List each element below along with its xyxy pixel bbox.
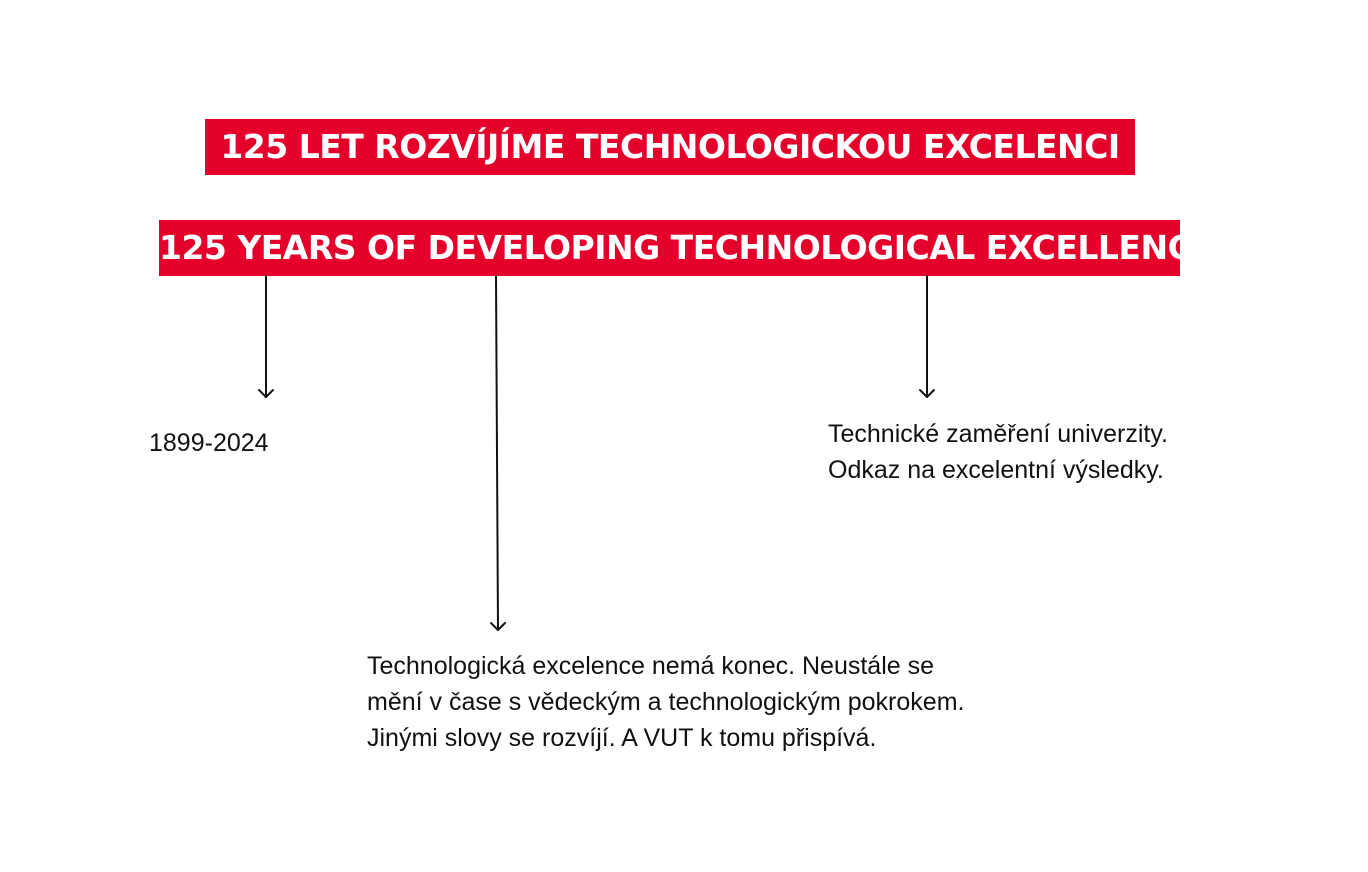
banner-english-title: 125 YEARS OF DEVELOPING TECHNOLOGICAL EXCELLENCE [159,220,1180,276]
note-years: 1899-2024 [149,429,269,457]
note-technical-focus-line-2: Odkaz na excelentní výsledky. [828,456,1164,484]
note-excellence-line-2: mění v čase s vědeckým a technologickým pokrokem. [367,688,965,716]
note-technical-focus-line-1: Technické zaměření univerzity. [828,420,1168,448]
arrow-to-excellence [491,276,505,630]
arrow-to-years [259,276,273,397]
note-excellence-line-1: Technologická excelence nemá konec. Neustále se [367,652,935,680]
note-technological-excellence [367,648,964,756]
arrow-to-focus [920,276,934,397]
note-technical-focus [828,416,1168,488]
note-excellence-line-3: Jinými slovy se rozvíjí. A VUT k tomu přispívá. [367,724,877,752]
banner-czech-title: 125 LET ROZVÍJÍME TECHNOLOGICKOU EXCELENCI [205,119,1135,175]
